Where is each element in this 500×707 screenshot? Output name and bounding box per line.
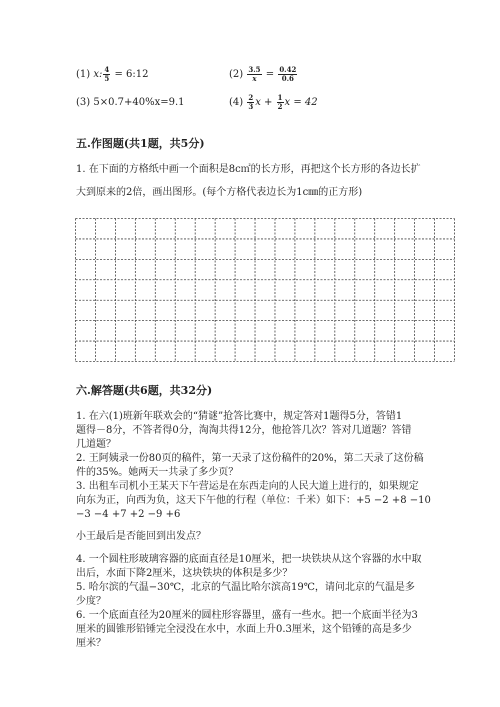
equation-4-post: x = 42 xyxy=(284,97,318,108)
section-6-heading: 六.解答题(共6题，共32分) xyxy=(76,384,213,397)
section-5-q1-line2: 大到原来的2倍，画出图形。(每个方格代表边长为1c㎜的正方形) xyxy=(76,187,363,198)
problem-4-line1: 4. 一个圆柱形玻璃容器的底面直径是10厘米，把一块铁块从这个容器的水中取 xyxy=(76,554,422,565)
equation-2 xyxy=(229,66,298,83)
problem-1-line2: 题得－8分，不答者得0分，淘淘共得12分，他抢答几次？答对几道题？答错 xyxy=(76,425,412,436)
equation-4 xyxy=(229,94,318,111)
equation-1-pre: x: xyxy=(93,69,103,80)
problem-3-line4: 小王最后是否能回到出发点？ xyxy=(76,531,206,542)
equation-2-label: (2) xyxy=(229,69,244,80)
equation-1-label: (1) xyxy=(76,69,91,80)
problem-2-line2: 件的35%。她两天一共录了多少页？ xyxy=(76,467,239,478)
grid-paper xyxy=(75,218,455,362)
problem-1-line3: 几道题？ xyxy=(76,439,116,450)
problem-6-line1: 6. 一个底面直径为20厘米的圆柱形容器里，盛有一些水。把一个底面半径为3 xyxy=(76,610,418,621)
problem-2-line1: 2. 王阿姨录一份80页的稿件，第一天录了这份稿件的20%，第二天录了这份稿 xyxy=(76,453,424,464)
problem-3-line2: 向东为正，向西为负，这天下午他的行程（单位：千米）如下：+5 −2 +8 −10 xyxy=(76,495,431,506)
problem-5-line1: 5. 哈尔滨的气温−30℃，北京的气温比哈尔滨高19℃，请问北京的气温是多 xyxy=(76,582,415,593)
fraction-3.5-x: $\frac{3.5}{x}$ xyxy=(248,65,261,83)
fraction-1-2: $\frac{1}{2}$ xyxy=(277,93,283,111)
problem-6-line2: 厘米的圆锥形铅锤完全浸没在水中，水面上升0.3厘米，这个铅锤的高是多少 xyxy=(76,624,412,635)
fraction-2-3: $\frac{2}{3}$ xyxy=(248,93,254,111)
section-5-q1-line1: 1. 在下面的方格纸中画一个面积是8c㎡的长方形，再把这个长方形的各边长扩 xyxy=(76,164,421,175)
problem-3-line1: 3. 出租车司机小王某天下午营运是在东西走向的人民大道上进行的，如果规定 xyxy=(76,481,419,492)
problem-6-line3: 厘米？ xyxy=(76,638,106,649)
equation-1 xyxy=(76,66,148,83)
fraction-0.42-0.6: $\frac{0.42}{0.6}$ xyxy=(279,65,297,83)
problem-5-line2: 少度？ xyxy=(76,596,106,607)
equation-4-label: (4) xyxy=(229,97,244,108)
equation-1-post: = 6:12 xyxy=(114,69,149,80)
problem-4-line2: 出后，水面下降2厘米，这块铁块的体积是多少？ xyxy=(76,568,293,579)
equals-sign: = xyxy=(265,69,275,80)
fraction-4-5: $\frac{4}{5}$ xyxy=(104,65,110,83)
problem-1-line1: 1. 在六(1)班新年联欢会的“猜谜”抢答比赛中，规定答对1题得5分，答错1 xyxy=(76,411,403,422)
equation-3: (3) 5×0.7+40%x=9.1 xyxy=(76,97,185,108)
problem-3-line3: −3 −4 +7 +2 −9 +6 xyxy=(76,509,181,520)
section-5-heading: 五.作图题(共1题，共5分) xyxy=(76,137,205,150)
equation-4-mid: x + xyxy=(255,97,273,108)
